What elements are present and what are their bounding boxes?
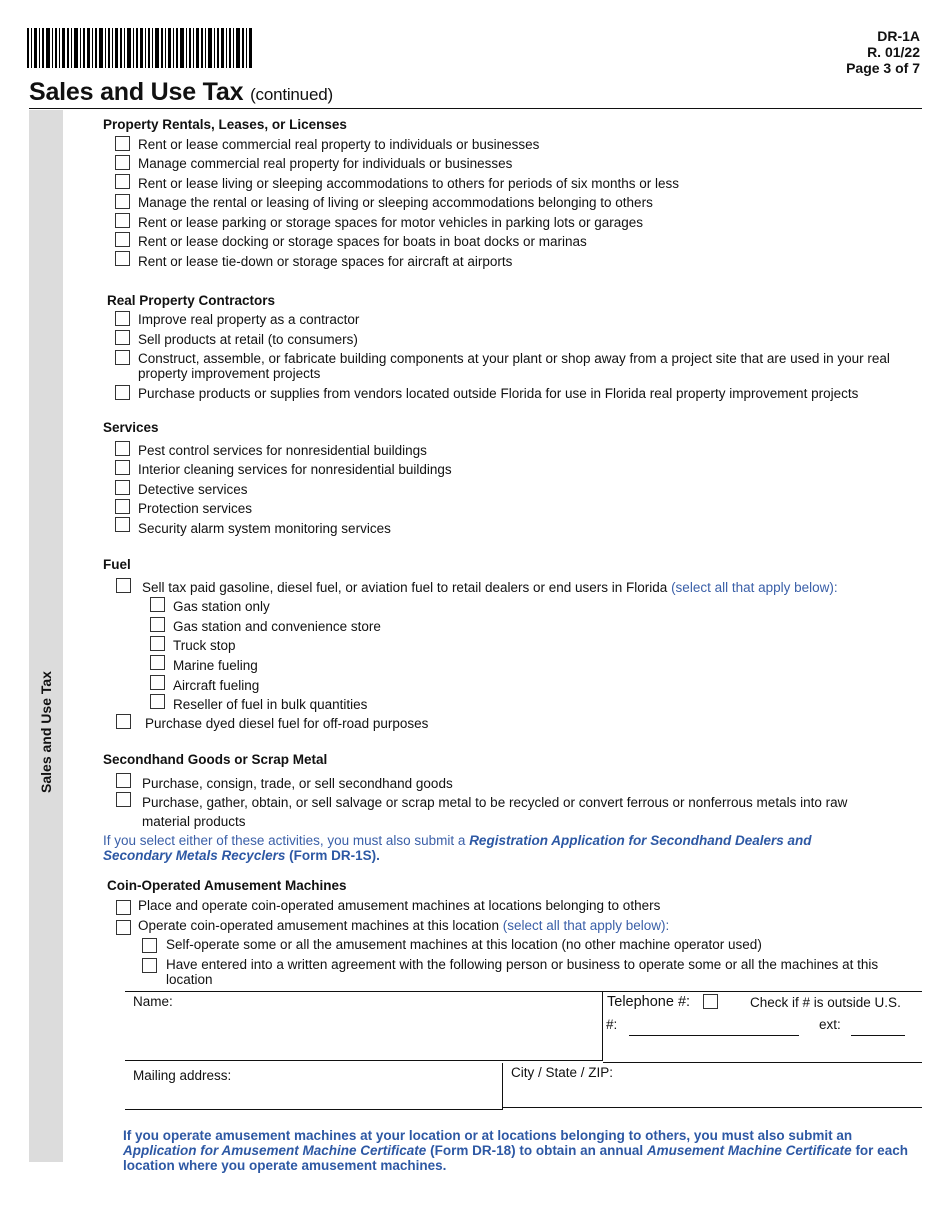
checkbox[interactable] [116, 773, 131, 788]
checkbox[interactable] [150, 675, 165, 690]
form-number: DR-1A [877, 28, 920, 44]
option-label: Operate coin-operated amusement machines at this location (select all that apply below): [138, 918, 670, 933]
checkbox[interactable] [115, 480, 130, 495]
option-label-continued: location [166, 972, 213, 987]
option-label: Construct, assemble, or fabricate building components at your plant or shop away from a project site that are used in your real [138, 351, 890, 366]
checkbox[interactable] [150, 617, 165, 632]
option-label: Gas station and convenience store [173, 619, 381, 634]
option-label: Rent or lease living or sleeping accommodations to others for periods of six months or less [138, 176, 680, 191]
option-label: Rent or lease commercial real property to individuals or businesses [138, 137, 540, 152]
checkbox[interactable] [115, 251, 130, 266]
checkbox[interactable] [115, 155, 130, 170]
option-label: Improve real property as a contractor [138, 312, 360, 327]
telephone-field-label: Telephone #: [607, 994, 691, 1010]
section-heading-secondhand: Secondhand Goods or Scrap Metal [103, 752, 328, 767]
checkbox[interactable] [116, 578, 131, 593]
mailing-address-label: Mailing address: [133, 1068, 232, 1083]
checkbox[interactable] [142, 958, 157, 973]
phone-number-field[interactable] [629, 1035, 799, 1036]
checkbox[interactable] [115, 441, 130, 456]
checkbox[interactable] [150, 655, 165, 670]
checkbox[interactable] [116, 714, 131, 729]
section-heading-coin-operated: Coin-Operated Amusement Machines [107, 878, 347, 893]
checkbox[interactable] [150, 597, 165, 612]
option-label: Rent or lease docking or storage spaces for boats in boat docks or marinas [138, 234, 587, 249]
field-border [125, 1060, 603, 1061]
form-revision: R. 01/22 [867, 44, 920, 60]
checkbox[interactable] [115, 517, 130, 532]
option-label: Security alarm system monitoring services [138, 521, 391, 536]
option-label: Sell tax paid gasoline, diesel fuel, or aviation fuel to retail dealers or end users in Florida (select all that apply below): [142, 580, 838, 595]
option-label: Have entered into a written agreement with the following person or business to operate some or all the machines at this [166, 957, 879, 972]
checkbox[interactable] [116, 920, 131, 935]
option-label: Truck stop [173, 638, 236, 653]
checkbox[interactable] [115, 350, 130, 365]
option-label: Detective services [138, 482, 248, 497]
option-label: Purchase, gather, obtain, or sell salvage or scrap metal to be recycled or convert ferrous or nonferrous metals into raw [142, 795, 848, 810]
city-state-zip-field[interactable] [511, 1082, 916, 1104]
option-label-continued: material products [142, 814, 246, 829]
checkbox[interactable] [150, 694, 165, 709]
checkbox[interactable] [116, 900, 131, 915]
option-note: (select all that apply below): [502, 918, 670, 933]
option-note: (select all that apply below): [671, 580, 838, 595]
mailing-address-field[interactable] [134, 1084, 494, 1106]
checkbox[interactable] [115, 213, 130, 228]
checkbox[interactable] [150, 636, 165, 651]
page-number: Page 3 of 7 [846, 60, 920, 76]
option-label: Sell products at retail (to consumers) [138, 332, 358, 347]
option-label: Rent or lease tie-down or storage spaces for aircraft at airports [138, 254, 513, 269]
section-heading-property-rentals: Property Rentals, Leases, or Licenses [103, 117, 347, 132]
checkbox[interactable] [115, 330, 130, 345]
option-label: Pest control services for nonresidential buildings [138, 443, 427, 458]
option-label-continued: property improvement projects [138, 366, 321, 381]
secondhand-note-continued: Secondary Metals Recyclers (Form DR-1S). [103, 848, 380, 863]
header-divider [29, 108, 922, 109]
option-label: Interior cleaning services for nonresidential buildings [138, 462, 452, 477]
field-divider [502, 1063, 503, 1110]
city-state-zip-label: City / State / ZIP: [511, 1065, 614, 1080]
checkbox[interactable] [116, 792, 131, 807]
outside-us-label: Check if # is outside U.S. [750, 995, 901, 1010]
outside-us-checkbox[interactable] [703, 994, 718, 1009]
field-border-bottom [503, 1107, 922, 1108]
option-label: Reseller of fuel in bulk quantities [173, 697, 368, 712]
checkbox[interactable] [115, 499, 130, 514]
checkbox[interactable] [115, 174, 130, 189]
ext-field[interactable] [851, 1035, 905, 1036]
ext-label: ext: [819, 1017, 841, 1032]
option-label: Manage commercial real property for individuals or businesses [138, 156, 513, 171]
name-field-label: Name: [133, 994, 173, 1009]
option-label: Purchase, consign, trade, or sell secondhand goods [142, 776, 453, 791]
secondhand-note: If you select either of these activities, you must also submit a Registration Application for Secondhand Dealers and [103, 833, 812, 848]
sidebar-label: Sales and Use Tax [38, 671, 54, 793]
checkbox[interactable] [115, 311, 130, 326]
option-label: Marine fueling [173, 658, 258, 673]
name-field[interactable] [134, 1011, 594, 1055]
option-label: Self-operate some or all the amusement machines at this location (no other machine operator used) [166, 937, 762, 952]
checkbox[interactable] [115, 385, 130, 400]
phone-number-label: #: [606, 1017, 618, 1032]
option-label: Protection services [138, 501, 253, 516]
section-heading-services: Services [103, 420, 159, 435]
checkbox[interactable] [142, 938, 157, 953]
option-label: Aircraft fueling [173, 678, 260, 693]
form-identifier [846, 28, 920, 76]
sidebar [29, 110, 63, 1162]
checkbox[interactable] [115, 194, 130, 209]
field-border-bottom [125, 1109, 503, 1110]
section-heading-fuel: Fuel [103, 557, 131, 572]
field-border-top [125, 991, 922, 992]
footer-note: If you operate amusement machines at your location or at locations belonging to others, you must also submit an Application for Amusement Machine Certificate (Form DR-18) to obtain an annual Amusement Machine Certificate for each location where you operate amusement machines. [123, 1128, 908, 1173]
barcode-image [27, 28, 252, 68]
checkbox[interactable] [115, 232, 130, 247]
option-label: Place and operate coin-operated amusement machines at locations belonging to others [138, 898, 661, 913]
title-suffix: (continued) [250, 85, 333, 104]
option-label: Rent or lease parking or storage spaces for motor vehicles in parking lots or garages [138, 215, 644, 230]
option-label: Manage the rental or leasing of living or sleeping accommodations belonging to others [138, 195, 653, 210]
option-label: Purchase products or supplies from vendors located outside Florida for use in Florida real property improvement projects [138, 386, 859, 401]
option-label: Gas station only [173, 599, 270, 614]
field-divider [602, 991, 603, 1061]
checkbox[interactable] [115, 460, 130, 475]
option-label: Purchase dyed diesel fuel for off-road purposes [145, 716, 429, 731]
checkbox[interactable] [115, 136, 130, 151]
field-border [603, 1062, 922, 1063]
section-heading-real-property-contractors: Real Property Contractors [107, 293, 276, 308]
page-title: Sales and Use Tax (continued) [29, 78, 333, 106]
